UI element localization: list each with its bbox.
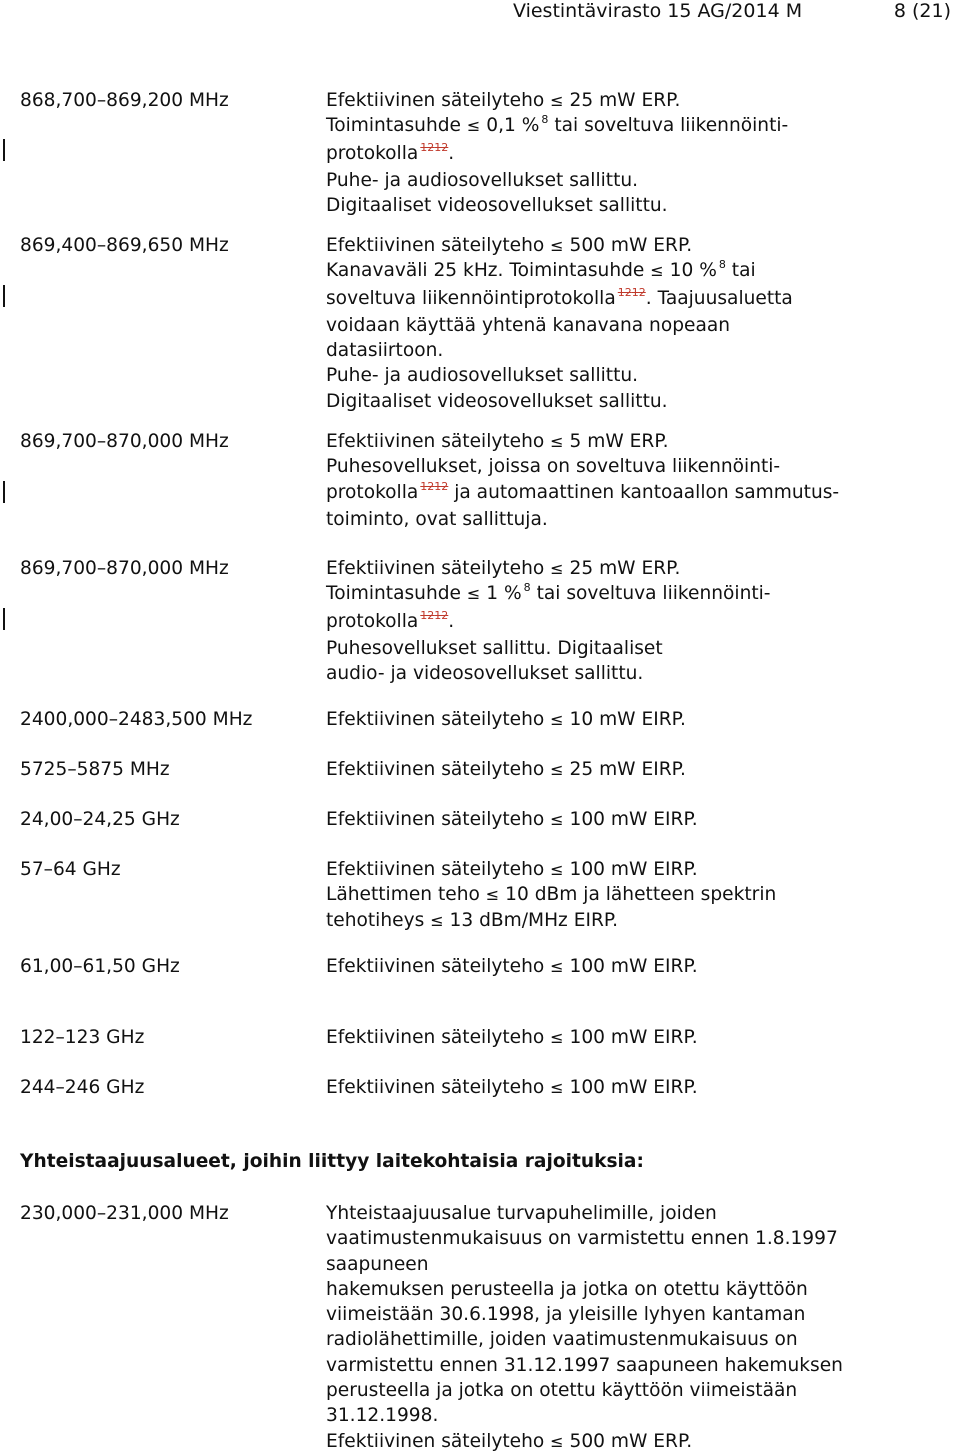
frequency-conditions: Efektiivinen säteilyteho ≤ 25 mW EIRP. bbox=[326, 759, 686, 780]
footnote-ref: 1212 bbox=[420, 479, 449, 493]
frequency-conditions: Efektiivinen säteilyteho ≤ 25 mW ERP. Toimintasuhde ≤ 0,1 % $^8$ tai soveltuva liikennöinti- protokolla $^{1212}$. Puhe- ja audiosovellukset sallittu. Digitaaliset videosovellukset sallittu. bbox=[326, 90, 789, 217]
footnote-ref: 1212 bbox=[617, 285, 646, 299]
change-bar bbox=[3, 285, 5, 307]
le-symbol: ≤ bbox=[550, 810, 564, 829]
le-symbol: ≤ bbox=[550, 860, 564, 879]
frequency-range: 57–64 GHz bbox=[20, 859, 121, 880]
section-heading: Yhteistaajuusalueet, joihin liittyy laitekohtaisia rajoituksia: bbox=[20, 1151, 644, 1172]
change-bar bbox=[3, 481, 5, 503]
le-symbol: ≤ bbox=[550, 710, 564, 729]
le-symbol: ≤ bbox=[466, 116, 481, 136]
frequency-range: 230,000–231,000 MHz bbox=[20, 1203, 229, 1224]
le-symbol: ≤ bbox=[550, 432, 564, 451]
frequency-conditions: Efektiivinen säteilyteho ≤ 10 mW EIRP. bbox=[326, 709, 686, 730]
le-symbol: ≤ bbox=[550, 91, 564, 110]
frequency-conditions: Efektiivinen säteilyteho ≤ 100 mW EIRP. Lähettimen teho ≤ 10 dBm ja lähetteen spektrin tehotiheys ≤ 13 dBm/MHz EIRP. bbox=[326, 859, 777, 931]
le-symbol: ≤ bbox=[550, 1078, 564, 1097]
le-symbol: ≤ bbox=[650, 261, 664, 281]
frequency-conditions: Efektiivinen säteilyteho ≤ 100 mW EIRP. bbox=[326, 1027, 698, 1048]
frequency-range: 868,700–869,200 MHz bbox=[20, 90, 229, 111]
le-symbol: ≤ bbox=[485, 885, 500, 905]
frequency-conditions: Efektiivinen säteilyteho ≤ 5 mW ERP. Puhesovellukset, joissa on soveltuva liikennöinti- protokolla $^{1212}$ ja automaattinen kantoaallon sammutus- toiminto, ovat sallittuja. bbox=[326, 431, 840, 530]
frequency-conditions: Yhteistaajuusalue turvapuhelimille, joiden vaatimustenmukaisuus on varmistettu ennen 1.8.1997 saapuneen hakemuksen perusteella ja jotka on otettu käyttöön viimeistään 30.6.1998, ja yleisille lyhyen kantaman radiolähettimille, joiden vaatimustenmukaisuus on varmistettu ennen 31.12.1997 saapuneen hakemuksen perusteella ja jotka on otettu käyttöön viimeistään 31.12.1998. Efektiivinen säteilyteho ≤ 500 mW ERP. bbox=[326, 1203, 843, 1452]
frequency-conditions: Efektiivinen säteilyteho ≤ 25 mW ERP. Toimintasuhde ≤ 1 % $^8$ tai soveltuva liikennöinti- protokolla $^{1212}$. Puhesovellukset sallittu. Digitaaliset audio- ja videosovellukset sallittu. bbox=[326, 558, 771, 685]
footnote-ref: 8 bbox=[718, 258, 726, 272]
frequency-range: 2400,000–2483,500 MHz bbox=[20, 709, 253, 730]
le-symbol: ≤ bbox=[550, 957, 564, 976]
frequency-range: 5725–5875 MHz bbox=[20, 759, 170, 780]
frequency-range: 122–123 GHz bbox=[20, 1027, 145, 1048]
le-symbol: ≤ bbox=[550, 1431, 564, 1451]
footnote-ref: 8 bbox=[523, 581, 531, 595]
change-bar bbox=[3, 608, 5, 630]
page-header bbox=[0, 0, 960, 26]
frequency-range: 869,700–870,000 MHz bbox=[20, 558, 229, 579]
footnote-ref: 1212 bbox=[420, 140, 449, 154]
frequency-range: 869,700–870,000 MHz bbox=[20, 431, 229, 452]
footnote-ref: 1212 bbox=[420, 608, 449, 622]
le-symbol: ≤ bbox=[430, 910, 444, 930]
frequency-conditions: Efektiivinen säteilyteho ≤ 100 mW EIRP. bbox=[326, 1077, 698, 1098]
le-symbol: ≤ bbox=[550, 1028, 564, 1047]
frequency-range: 24,00–24,25 GHz bbox=[20, 809, 180, 830]
le-symbol: ≤ bbox=[466, 584, 481, 604]
le-symbol: ≤ bbox=[550, 760, 564, 779]
frequency-range: 61,00–61,50 GHz bbox=[20, 956, 180, 977]
footnote-ref: 8 bbox=[541, 113, 549, 127]
change-bar bbox=[3, 139, 5, 161]
frequency-conditions: Efektiivinen säteilyteho ≤ 100 mW EIRP. bbox=[326, 809, 698, 830]
document-reference: Viestintävirasto 15 AG/2014 M bbox=[513, 0, 803, 22]
le-symbol: ≤ bbox=[550, 559, 564, 578]
frequency-range: 244–246 GHz bbox=[20, 1077, 145, 1098]
frequency-conditions: Efektiivinen säteilyteho ≤ 500 mW ERP. Kanavaväli 25 kHz. Toimintasuhde ≤ 10 % $^8$ tai soveltuva liikennöintiprotokolla $^{1212}$. Taajuusaluetta voidaan käyttää yhtenä kanavana nopeaan datasiirtoon. Puhe- ja audiosovellukset sallittu. Digitaaliset videosovellukset sallittu. bbox=[326, 235, 793, 412]
le-symbol: ≤ bbox=[550, 236, 564, 255]
page-number: 8 (21) bbox=[893, 0, 951, 22]
frequency-range: 869,400–869,650 MHz bbox=[20, 235, 229, 256]
frequency-conditions: Efektiivinen säteilyteho ≤ 100 mW EIRP. bbox=[326, 956, 698, 977]
